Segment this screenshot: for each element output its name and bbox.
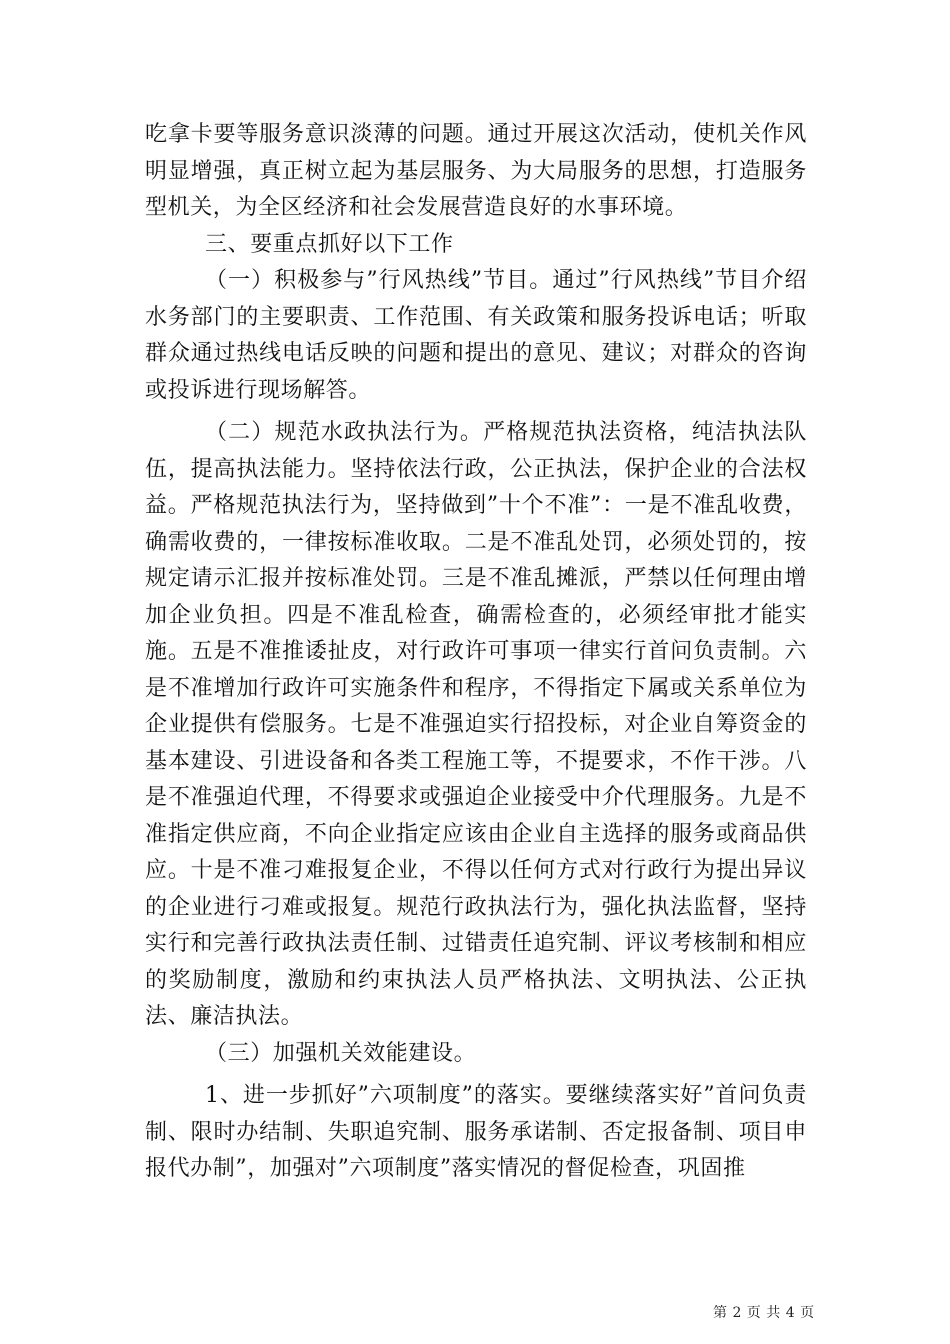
section-heading-three: 三、要重点抓好以下工作	[205, 231, 454, 257]
subsection-heading-efficiency: （三）加强机关效能建设。	[205, 1040, 477, 1066]
paragraph-law-enforcement: （二）规范水政执法行为。严格规范执法资格，纯洁执法队伍，提高执法能力。坚持依法行政，公正执法，保护企业的合法权益。严格规范执法行为，坚持做到”十个不准”：一是不准乱收费，确需收费的，一律按标准收取。二是不准乱处罚，必须处罚的，按规定请示汇报并按标准处罚。三是不准乱摊派，严禁以任何理由增加企业负担。四是不准乱检查，确需检查的，必须经审批才能实施。五是不准推诿扯皮，对行政许可事项一律实行首问负责制。六是不准增加行政许可实施条件和程序，不得指定下属或关系单位为企业提供有偿服务。七是不准强迫实行招投标，对企业自筹资金的基本建设、引进设备和各类工程施工等，不提要求，不作干涉。八是不准强迫代理，不得要求或强迫企业接受中介代理服务。九是不准指定供应商，不向企业指定应该由企业自主选择的服务或商品供应。十是不准刁难报复企业，不得以任何方式对行政行为提出异议的企业进行刁难或报复。规范行政执法行为，强化执法监督，坚持实行和完善行政执法责任制、过错责任追究制、评议考核制和相应的奖励制度，激励和约束执法人员严格执法、文明执法、公正执法、廉洁执法。	[145, 420, 807, 1029]
paragraph-continuation: 吃拿卡要等服务意识淡薄的问题。通过开展这次活动，使机关作风明显增强，真正树立起为基层服务、为大局服务的思想，打造服务型机关，为全区经济和社会发展营造良好的水事环境。	[145, 122, 807, 220]
paragraph-hotline: （一）积极参与”行风热线”节目。通过”行风热线”节目介绍水务部门的主要职责、工作范围、有关政策和服务投诉电话；听取群众通过热线电话反映的问题和提出的意见、建议；对群众的咨询或投诉进行现场解答。	[145, 268, 807, 403]
document-body	[145, 117, 807, 1188]
paragraph-six-systems: 1、进一步抓好”六项制度”的落实。要继续落实好”首问负责制、限时办结制、失职追究制、服务承诺制、否定报备制、项目申报代办制”，加强对”六项制度”落实情况的督促检查，巩固推	[145, 1083, 807, 1181]
page-number-footer: 第 2 页 共 4 页	[713, 1305, 815, 1321]
